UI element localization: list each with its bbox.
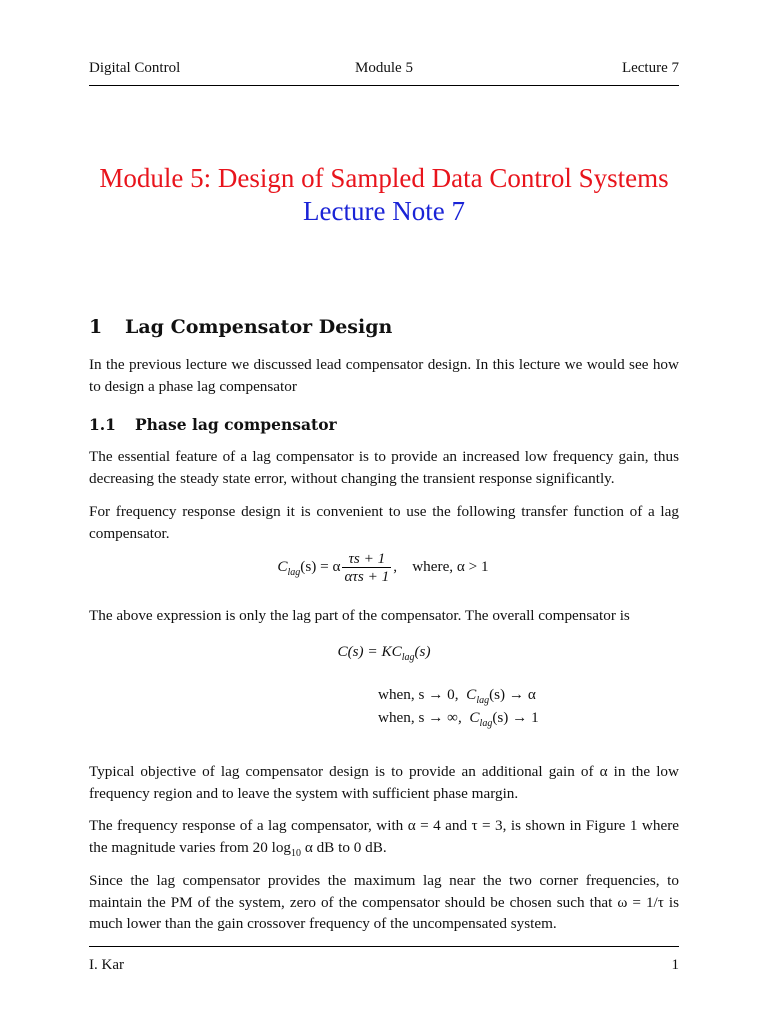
limit-condition: when, s → ∞, [378,709,462,726]
eq-lhs-arg: (s) = α [300,557,341,575]
lecture-title: Lecture Note 7 [303,196,465,226]
eq-overall-post: (s) [414,643,431,660]
subsection-heading [89,415,337,434]
eq-trail: , [393,557,398,575]
paragraph-objective: Typical objective of lag compensator design is to provide an additional gain of α in the low frequency region and to leave the system with sufficient phase margin. [89,763,679,802]
running-header [89,60,679,82]
section-heading [89,316,392,338]
eq-fraction [342,550,391,585]
eq-lhs: C [277,557,288,575]
limit-pre: C [469,709,480,726]
para6-text-a: The frequency response of a lag compensator, with α = 4 and τ = 3, is shown in Figure 1 where the magnitude varies from 20 log [89,817,679,856]
eq-denominator: ατs + 1 [344,568,390,585]
eq-overall-sub: lag [401,652,415,664]
eq-numerator: τs + 1 [342,550,391,568]
limit-post: (s) → 1 [492,709,539,726]
header-rule [89,85,679,86]
subsection-title: Phase lag compensator [135,415,337,434]
limit-sub: lag [476,695,490,707]
header-lecture: Lecture 7 [621,60,679,76]
equation-overall-compensator [89,643,679,663]
limit-condition: when, s → 0, [378,686,459,703]
section-number: 1 [89,316,103,338]
eq-lhs-sub: lag [287,567,301,579]
footer-author: I. Kar [89,957,124,973]
paragraph-intro: In the previous lecture we discussed lead compensator design. In this lecture we would see how to design a phase lag compensator [89,356,679,395]
paragraph-frequency-response [89,815,679,864]
footer-rule [89,946,679,947]
eq-overall-pre: C(s) = KC [337,643,402,660]
para6-text-b: α dB to 0 dB. [301,838,387,856]
section-title: Lag Compensator Design [125,316,393,338]
subsection-number: 1.1 [89,415,116,434]
paragraph-corner-frequency: Since the lag compensator provides the maximum lag near the two corner frequencies, to maintain the PM of the system, zero of the compensator should be chosen such that ω = 1/τ is much lower than the gain crossover frequency of the uncompensated system. [89,872,679,932]
header-module: Module 5 [355,60,413,76]
paragraph-overall: The above expression is only the lag part of the compensator. The overall compensator is [89,607,630,624]
page-number: 1 [671,957,679,973]
paragraph-essential-feature: The essential feature of a lag compensator is to provide an increased low frequency gain, thus decreasing the steady state error, without changing the transient response significantly. [89,448,679,487]
limit-pre: C [466,686,477,703]
eq-where: where, α > 1 [412,557,489,575]
paragraph-transfer-function: For frequency response design it is convenient to use the following transfer function of a lag compensator. [89,503,679,542]
header-course: Digital Control [89,60,181,76]
limit-sub: lag [479,718,493,730]
para6-sub: 10 [291,847,302,859]
module-title: Module 5: Design of Sampled Data Control Systems [99,163,669,193]
limit-post: (s) → α [489,686,536,703]
